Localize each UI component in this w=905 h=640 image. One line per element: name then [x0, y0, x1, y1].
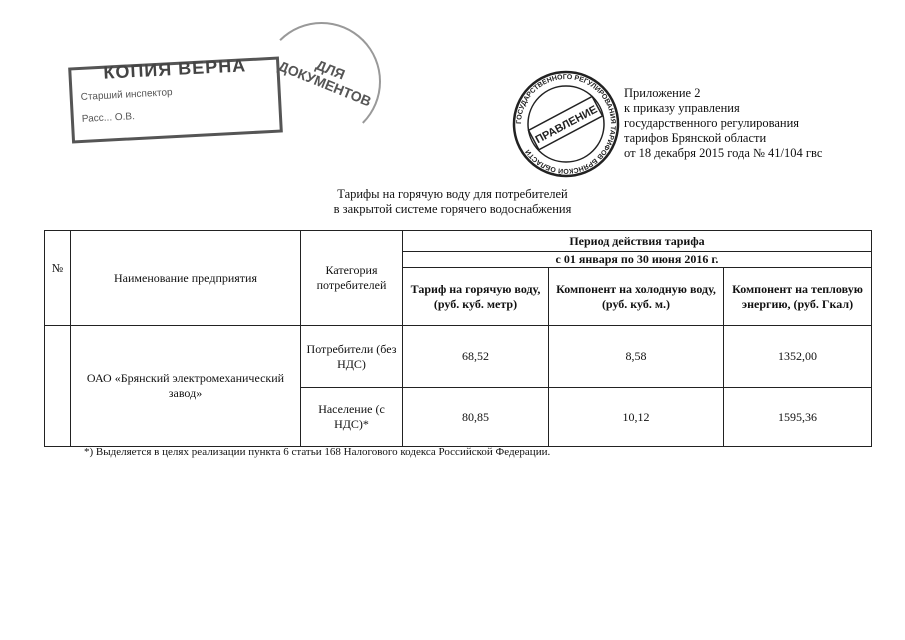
seal-center-text: ПРАВЛЕНИЕ: [533, 103, 600, 147]
category-cell: Потребители (без НДС): [301, 326, 403, 388]
title-line: в закрытой системе горячего водоснабжения: [333, 202, 572, 216]
col-hot-water-header: Тариф на горячую воду, (руб. куб. метр): [403, 268, 549, 326]
stamp-text: ДЛЯ ДОКУМЕНТОВ: [276, 56, 374, 110]
category-cell: Население (с НДС)*: [301, 388, 403, 447]
hot-water-cell: 68,52: [403, 326, 549, 388]
col-number-header: №: [45, 231, 71, 326]
cold-water-cell: 10,12: [549, 388, 724, 447]
footnote: *) Выделяется в целях реализации пункта 6 статьи 168 Налогового кодекса Российской Федерации.: [84, 446, 551, 458]
org-name: ОАО «Брянский электромеханический завод»: [71, 326, 301, 447]
stamp-title: КОПИЯ ВЕРНА: [102, 55, 247, 83]
table-row: [45, 326, 872, 388]
heat-cell: 1595,36: [724, 388, 872, 447]
annex-line: от 18 декабря 2015 года № 41/104 гвс: [624, 146, 823, 160]
document-title: [0, 187, 905, 217]
annex-line: Приложение 2: [624, 86, 701, 100]
row-number: [45, 326, 71, 447]
period-range: с 01 января по 30 июня 2016 г.: [403, 252, 872, 268]
stamp-line: Старший инспектор: [80, 87, 173, 103]
official-seal: [512, 70, 620, 178]
title-line: Тарифы на горячую воду для потребителей: [337, 187, 568, 201]
annex-header: [624, 86, 822, 161]
cold-water-cell: 8,58: [549, 326, 724, 388]
hot-water-cell: 80,85: [403, 388, 549, 447]
seal-ring-text: ГОСУДАРСТВЕННОГО РЕГУЛИРОВАНИЯ ТАРИФОВ БРЯНСКОЙ ОБЛАСТИ: [515, 73, 617, 175]
col-cold-water-header: Компонент на холодную воду, (руб. куб. м.): [549, 268, 724, 326]
col-org-header: Наименование предприятия: [71, 231, 301, 326]
col-category-header: Категория потребителей: [301, 231, 403, 326]
annex-line: государственного регулирования: [624, 116, 800, 130]
copy-certified-stamp: [68, 57, 283, 144]
col-heat-header: Компонент на тепловую энергию, (руб. Гкал): [724, 268, 872, 326]
heat-cell: 1352,00: [724, 326, 872, 388]
tariff-table: [44, 230, 872, 447]
period-header: Период действия тарифа: [403, 231, 872, 252]
for-documents-stamp: [262, 22, 381, 141]
annex-line: к приказу управления: [624, 101, 740, 115]
annex-line: тарифов Брянской области: [624, 131, 767, 145]
stamp-line: Расс... О.В.: [81, 111, 136, 125]
